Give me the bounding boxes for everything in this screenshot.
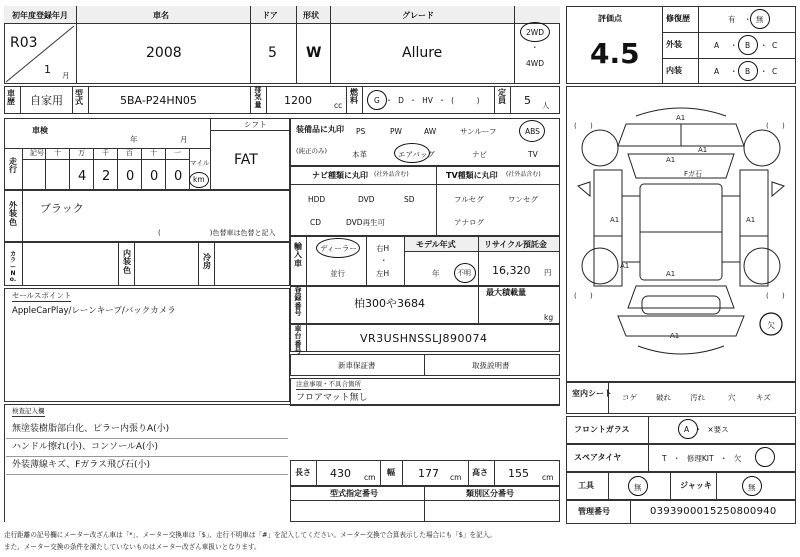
- import-left-h: 左H: [376, 269, 390, 278]
- score-value: 4.5: [590, 37, 640, 70]
- windshield-selected-circle: [678, 419, 698, 439]
- import-label: 輸入車: [294, 242, 302, 268]
- tv-analog: アナログ: [454, 218, 484, 227]
- mileage-label: 走行: [9, 157, 17, 175]
- exterior-selected-circle: [738, 35, 758, 55]
- first-reg-label: 初年度登録年月: [12, 11, 68, 20]
- model-year-unit: 年: [432, 269, 440, 278]
- tools-value: 無: [634, 483, 642, 492]
- equipment-subtitle: (純正のみ): [296, 147, 328, 155]
- reizo-label: 冷房: [203, 253, 211, 271]
- tools-label: 工具: [578, 481, 594, 490]
- grade-label: グレード: [402, 11, 434, 20]
- interior-color-label: 内装色: [123, 249, 131, 275]
- type-approval-label: 型式指定番号: [330, 489, 378, 498]
- diagram-ann-hood: A1: [666, 156, 676, 164]
- owner-manual: 取扱説明書: [472, 361, 510, 370]
- interior-sheet-label: 室内シート: [572, 389, 612, 398]
- sales-point-label: セールスポイント: [12, 291, 72, 300]
- front-left-wheel: [582, 130, 618, 166]
- mileage-header-label: 記号: [30, 149, 44, 157]
- footer-line-1: 走行距離の記号欄にメーター改ざん車は「*」、メーター交換車は「$」、走行不明車は「#」を記入してください。メーター交換で合算表示した場合にも「$」を記入。: [4, 531, 496, 539]
- usage-value: 自家用: [30, 94, 63, 107]
- jack-selected-circle: [742, 476, 762, 496]
- equip-airbag: エアバッグ: [398, 150, 435, 159]
- navi-title-note: (社外品含む): [374, 171, 409, 178]
- sheet-scratch: キズ: [756, 393, 771, 402]
- sheet-stain: 汚れ: [690, 393, 705, 402]
- length-label: 長さ: [295, 468, 311, 477]
- jack-value: 無: [748, 483, 756, 492]
- exterior-opt-c: C: [772, 41, 778, 50]
- first-reg-month-unit: 月: [62, 71, 70, 80]
- reg-no-label: 登録番号: [294, 287, 302, 318]
- category-label: 類別区分番号: [466, 489, 514, 498]
- mileage-digit: 0: [150, 169, 159, 184]
- notes-text: フロアマット無し: [296, 393, 368, 403]
- equip-abs: ABS: [525, 127, 540, 136]
- model-year-unknown: 不明: [457, 269, 471, 277]
- diagram-ann-roof: A1: [666, 270, 676, 278]
- color-label: 外装色: [9, 201, 17, 227]
- import-right-h: 右H: [376, 244, 390, 253]
- diagram-ann-left-door: A1: [610, 216, 620, 224]
- warranty-frame: [290, 354, 560, 376]
- first-reg-month: 1: [44, 63, 51, 76]
- color-value: ブラック: [40, 202, 84, 215]
- interior-label: 内装: [666, 66, 682, 75]
- bracket-close-2: ): [782, 122, 785, 130]
- spare-tire-selected-circle: [755, 447, 775, 467]
- usage-label: 車歴: [7, 89, 15, 107]
- equip-airbag-circle: [394, 143, 430, 163]
- capacity-unit: 人: [542, 101, 550, 110]
- sheet-hole: 穴: [728, 393, 736, 402]
- sheet-scorch: コゲ: [622, 393, 637, 402]
- car-name: 2008: [146, 45, 182, 61]
- repair-opt-no: 無: [756, 15, 764, 24]
- inspector-label: 検査記入欄: [12, 407, 45, 415]
- bracket-open-4: (: [766, 292, 769, 300]
- rear-right-wheel: [744, 248, 780, 284]
- mileage-header-label: 一: [174, 149, 181, 157]
- equip-abs-circle: [519, 120, 545, 142]
- tv-fullseg: フルセグ: [454, 195, 484, 204]
- width-value: 177: [418, 467, 439, 480]
- bracket-open-1: (: [574, 122, 577, 130]
- navi-title: ナビ種類に丸印: [312, 171, 368, 180]
- navi-dvd-play: DVD再生可: [346, 218, 386, 227]
- sheet-tear: 破れ: [656, 393, 671, 402]
- diagram-ann-windshield-chip: Fガ石: [684, 170, 703, 178]
- color-no-frame: [4, 242, 290, 286]
- equipment-title: 装備品に丸印: [296, 125, 344, 134]
- mileage-digit-cell: [22, 160, 46, 190]
- shift-label: シフト: [244, 120, 267, 129]
- exterior-label: 外装: [666, 40, 682, 49]
- shaken-year-unit: 年: [130, 135, 138, 144]
- bracket-open-3: (: [574, 292, 577, 300]
- length-value: 430: [330, 467, 351, 480]
- navi-cd: CD: [310, 218, 322, 227]
- mileage-header-label: 十: [150, 149, 157, 157]
- displacement-unit: cc: [334, 101, 343, 110]
- diagram-ann-left-rear: A1: [620, 262, 630, 270]
- import-parallel: 並行: [330, 269, 345, 278]
- length-unit: cm: [364, 473, 376, 482]
- diagram-ann-right-door: A1: [746, 216, 756, 224]
- equip-sunroof: サンルーフ: [460, 127, 497, 136]
- mileage-digit: 0: [126, 169, 135, 184]
- repair-opt-yes: 有: [728, 15, 736, 24]
- equip-aw: AW: [424, 127, 437, 136]
- spare-tire-options: T ・ 修理KIT ・ 欠: [662, 454, 742, 463]
- header-bar: [4, 6, 560, 24]
- tools-selected-circle: [628, 476, 648, 496]
- import-dealer-circle: [316, 238, 360, 258]
- door-label: ドア: [262, 11, 278, 20]
- new-car-warranty: 新車保証書: [338, 361, 376, 370]
- shaken-month-unit: 月: [180, 135, 188, 144]
- tv-title: TV種類に丸印: [446, 171, 498, 180]
- management-value: 0393900015250800940: [650, 506, 777, 517]
- exterior-opt-dot1: ・: [730, 41, 738, 50]
- reg-no: 柏300や3684: [354, 297, 425, 310]
- model-value: 5BA-P24HN05: [120, 94, 197, 107]
- mileage-digit: 2: [102, 169, 111, 184]
- spare-tire-label: スペアタイヤ: [574, 453, 622, 462]
- repair-history-label: 修復歴: [666, 14, 690, 23]
- inspector-line-1: 無塗装樹脂部白化、ピラー内張りA(小): [12, 424, 170, 434]
- bracket-open-2: (: [766, 122, 769, 130]
- equip-navi: ナビ: [472, 150, 487, 159]
- score-label: 評価点: [598, 14, 622, 23]
- interior-opt-b: B: [745, 67, 751, 76]
- shape-label: 形状: [303, 11, 319, 20]
- import-dealer: ディーラー: [320, 244, 357, 253]
- width-unit: cm: [450, 473, 462, 482]
- bracket-close-3: ): [590, 292, 593, 300]
- interior-selected-circle: [738, 61, 758, 81]
- max-load-unit: kg: [544, 313, 554, 322]
- drive-4wd: 4WD: [526, 59, 544, 68]
- right-front-door: [740, 170, 768, 236]
- mileage-header-label: 十: [54, 149, 61, 157]
- mileage-digit: 4: [78, 169, 87, 184]
- jack-label: ジャッキ: [680, 481, 712, 490]
- mileage-digit-cell: [46, 160, 70, 190]
- fuel-selected-circle: [367, 90, 387, 110]
- trunk-shape: [618, 316, 744, 336]
- model-year-label: モデル年式: [416, 240, 456, 249]
- color-note: ( )色替車は色替と記入: [158, 229, 276, 237]
- drive-2wd: 2WD: [526, 28, 544, 37]
- grade-value: Allure: [402, 45, 443, 61]
- rear-bumper-inner: [642, 296, 720, 314]
- recycle-unit: 円: [544, 268, 552, 277]
- mileage-unit-km: km: [193, 175, 205, 184]
- mileage-header-label: 千: [102, 149, 109, 157]
- body-shape: W: [306, 45, 322, 61]
- mileage-header-label: 万: [78, 149, 85, 157]
- shaken-label: 車検: [32, 126, 48, 135]
- windshield-options: A ・ ×要ス: [684, 425, 729, 434]
- exterior-opt-a: A: [714, 41, 720, 50]
- model-year-unknown-circle: [454, 263, 476, 283]
- capacity-label: 定員: [498, 88, 506, 106]
- mileage-digit: 0: [174, 169, 183, 184]
- windshield-label: フロントガラス: [574, 425, 630, 434]
- navi-hdd: HDD: [308, 195, 326, 204]
- inspector-line-2: ハンドル擦れ(小)、コンソールA(小): [12, 442, 159, 452]
- width-label: 幅: [387, 468, 395, 477]
- chassis-no: VR3USHNSSLJ890074: [360, 332, 488, 345]
- model-label: 型式: [75, 89, 83, 107]
- max-load-label: 最大積載量: [486, 288, 526, 297]
- mileage-unit-mile: マイル: [190, 159, 210, 167]
- interior-opt-dot1: ・: [730, 67, 738, 76]
- height-value: 155: [508, 467, 529, 480]
- door-count: 5: [268, 45, 277, 61]
- interior-opt-dot2: ・: [760, 67, 768, 76]
- exterior-opt-dot2: ・: [760, 41, 768, 50]
- left-front-door: [594, 170, 622, 236]
- mileage-header-label: 百: [126, 149, 133, 157]
- diagram-ann-front-bumper: A1: [676, 114, 686, 122]
- equip-tv: TV: [528, 150, 538, 159]
- equip-pw: PW: [390, 127, 402, 136]
- inspector-line-3: 外装薄線キズ、Fガラス飛び石(小): [12, 460, 151, 470]
- fuel-label: 燃料: [350, 88, 358, 106]
- recycle-label: リサイクル預託金: [484, 240, 547, 249]
- equip-ps: PS: [356, 127, 366, 136]
- drive-dot: ・: [531, 43, 539, 52]
- bracket-close-1: ): [590, 122, 593, 130]
- tv-oneseg: ワンセグ: [508, 195, 538, 204]
- sales-point-text: AppleCarPlay/レーンキープ/バックカメラ: [12, 306, 176, 316]
- notes-label: 注意事項・不具合箇所: [296, 380, 361, 388]
- height-label: 高さ: [472, 468, 488, 477]
- car-name-label: 車名: [153, 11, 169, 20]
- import-dot: ・: [380, 256, 388, 265]
- rear-bumper-shape: [638, 346, 724, 354]
- front-right-wheel: [744, 130, 780, 166]
- color-no-label: カラーNo.: [9, 251, 17, 284]
- diagram-ann-windshield-top: A1: [698, 146, 708, 154]
- diagram-ann-rear-bumper: A1: [670, 332, 680, 340]
- management-label: 管理番号: [578, 507, 610, 516]
- first-reg-year: R03: [10, 35, 38, 51]
- rear-left-wheel: [582, 248, 618, 284]
- repair-selected-circle: [750, 9, 770, 29]
- displacement-value: 1200: [284, 94, 312, 107]
- interior-opt-a: A: [714, 67, 720, 76]
- tv-title-note: (社外品含む): [506, 171, 541, 178]
- car-diagram: [566, 86, 796, 382]
- diagram-missing-mark: 欠: [767, 321, 775, 330]
- interior-opt-c: C: [772, 67, 778, 76]
- navi-sd: SD: [404, 195, 415, 204]
- chassis-label: 車台番号: [294, 325, 302, 356]
- height-unit: cm: [542, 473, 554, 482]
- equip-leather: 本革: [352, 150, 367, 159]
- exterior-opt-b: B: [745, 41, 751, 50]
- bracket-close-4: ): [782, 292, 785, 300]
- footer-line-2: また、メーター交換の条件を満たしていないものはメーター改ざん車扱いとなります。: [4, 543, 261, 551]
- shift-value: FAT: [234, 152, 258, 168]
- navi-dvd: DVD: [358, 195, 375, 204]
- repair-opt-dot: ・: [744, 15, 752, 24]
- fuel-options: G ・ D ・ HV ・ ( ): [374, 96, 480, 105]
- recycle-value: 16,320: [492, 264, 531, 277]
- capacity-value: 5: [524, 94, 531, 107]
- displacement-label: 排気量: [254, 86, 262, 109]
- windshield-shape: [628, 154, 734, 178]
